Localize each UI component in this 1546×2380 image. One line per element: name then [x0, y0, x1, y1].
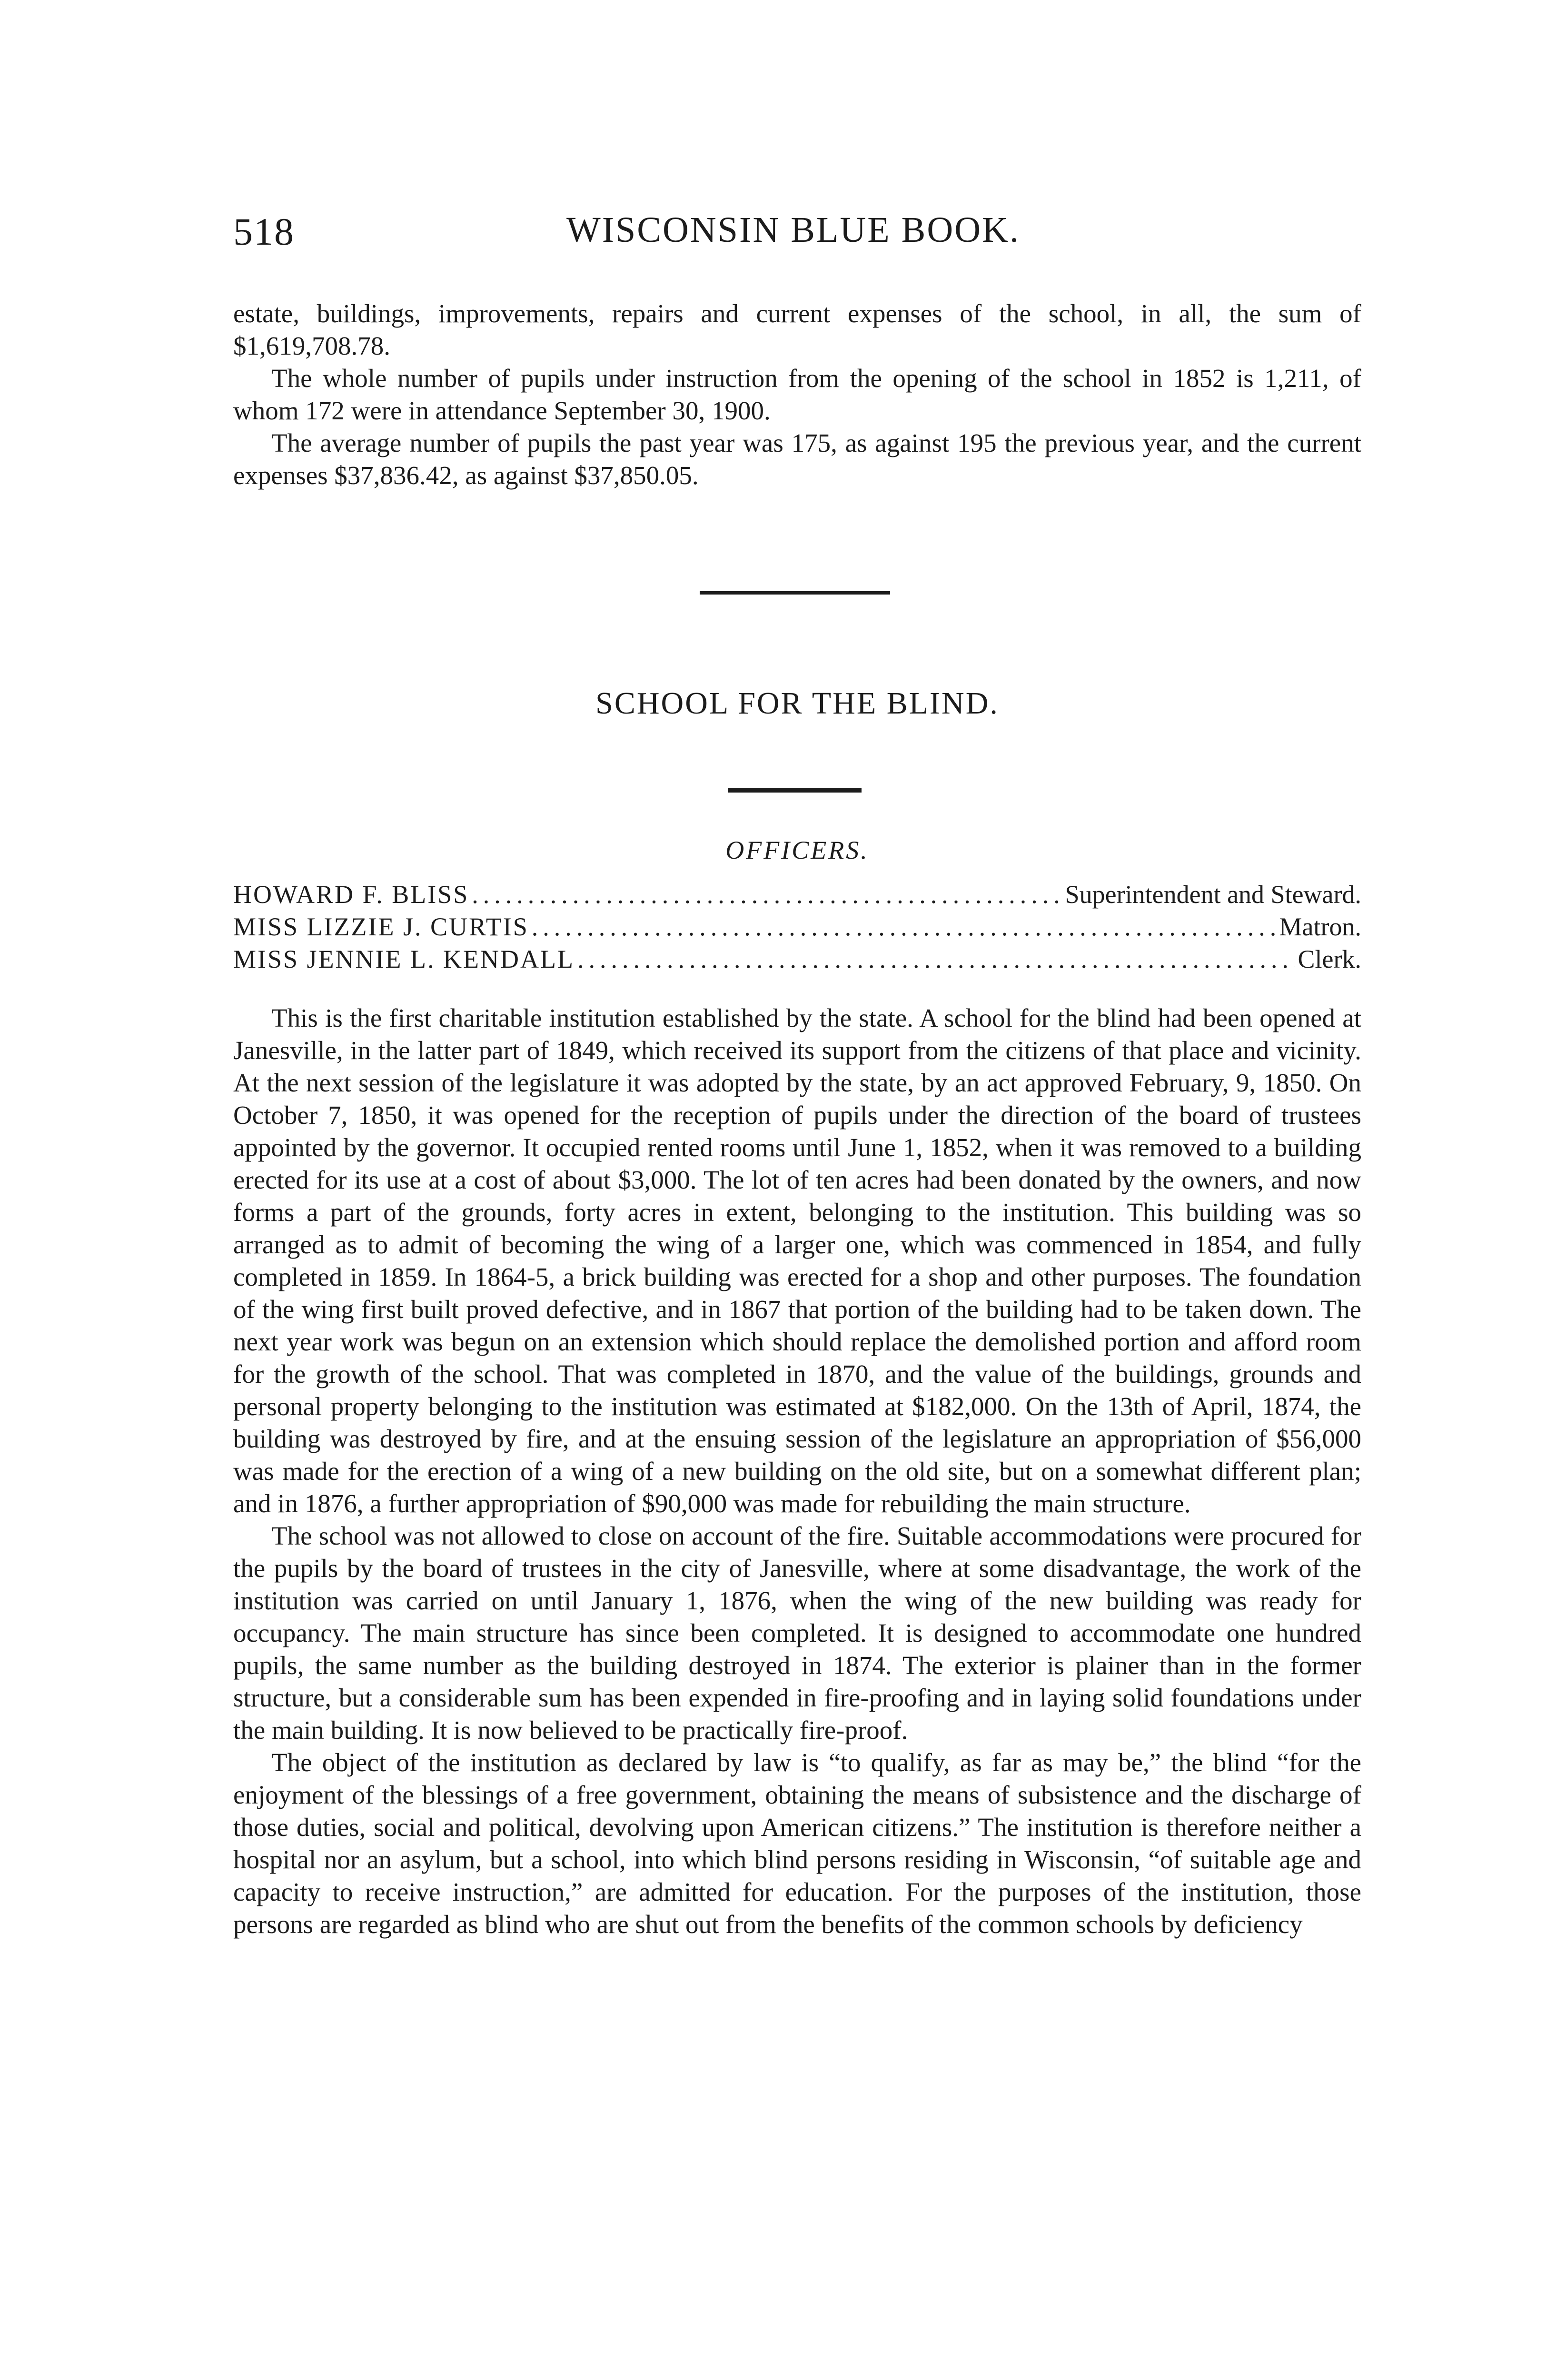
officer-title: Superintendent and Steward. [1065, 880, 1361, 909]
leader-dots [472, 878, 1062, 911]
section-title: SCHOOL FOR THE BLIND. [595, 686, 999, 721]
leader-dots [532, 911, 1277, 943]
paragraph: The object of the institution as declared by law is “to qualify, as far as may be,” the blind “for the enjoyment of the blessings of a free government, obtaining the means of subsistence and the discharge of those duties, social and political, devolving upon American citizens.” The institution is therefore neither a hospital nor an asylum, but a school, into which blind persons residing in Wisconsin, “of suitable age and capacity to receive instruction,” are admitted for education. For the purposes of the institution, those persons are regarded as blind who are shut out from the benefits of the common schools by deficiency [233, 1748, 1361, 1939]
running-head [233, 209, 1361, 262]
officer-row [233, 943, 1361, 975]
page-number: 518 [233, 210, 295, 253]
leader-dots [577, 943, 1295, 975]
officer-name: HOWARD F. BLISS [233, 880, 469, 909]
continued-text [233, 298, 1361, 492]
paragraph: This is the first charitable institution established by the state. A school for the blind had been opened at Janesville, in the latter part of 1849, which received its support from the citizens of that place and vicinity. At the next session of the legislature it was adopted by the state, by an act approved February, 9, 1850. On October 7, 1850, it was opened for the reception of pupils under the direction of the board of trustees appointed by the governor. It occupied rented rooms until June 1, 1852, when it was removed to a building erected for its use at a cost of about $3,000. The lot of ten acres had been donated by the owners, and now forms a part of the grounds, forty acres in extent, belonging to the institution. This building was so arranged as to admit of becoming the wing of a larger one, which was commenced in 1854, and fully completed in 1859. In 1864-5, a brick building was erected for a shop and other purposes. The foundation of the wing first built proved defective, and in 1867 that portion of the building had to be taken down. The next year work was begun on an extension which should replace the demolished portion and afford room for the growth of the school. That was completed in 1870, and the value of the buildings, grounds and personal property belonging to the institution was estimated at $182,000. On the 13th of April, 1874, the building was destroyed by fire, and at the ensuing session of the legislature an appropriation of $56,000 was made for the erection of a wing of a new building on the old site, but on a somewhat different plan; and in 1876, a further appropriation of $90,000 was made for rebuilding the main structure. [233, 1003, 1361, 1518]
paragraph: The average number of pupils the past year was 175, as against 195 the previous year, and the current expenses $37,836.42, as against $37,850.05. [233, 428, 1361, 490]
title-underline [728, 788, 862, 793]
officers-list [233, 878, 1361, 975]
paragraph: estate, buildings, improvements, repairs and current expenses of the school, in all, the sum of $1,619,708.78. [233, 299, 1361, 360]
officer-title: Clerk. [1298, 945, 1361, 973]
officer-name: MISS JENNIE L. KENDALL [233, 945, 575, 973]
running-title: WISCONSIN BLUE BOOK. [566, 210, 1020, 250]
section-body [233, 1002, 1361, 1941]
section-divider [700, 591, 890, 595]
officer-row [233, 911, 1361, 943]
paragraph: The whole number of pupils under instruction from the opening of the school in 1852 is 1,211, of whom 172 were in attendance September 30, 1900. [233, 364, 1361, 425]
officer-row [233, 878, 1361, 911]
officer-title: Matron. [1279, 912, 1361, 941]
officer-name: MISS LIZZIE J. CURTIS [233, 912, 529, 941]
paragraph: The school was not allowed to close on account of the fire. Suitable accommodations were procured for the pupils by the board of trustees in the city of Janesville, where at some disadvantage, the work of the institution was carried on until January 1, 1876, when the wing of the new building was ready for occupancy. The main structure has since been completed. It is designed to accommodate one hundred pupils, the same number as the building destroyed in 1874. The exterior is plainer than in the former structure, but a considerable sum has been expended in fire-proofing and in laying solid foundations under the main building. It is now believed to be practically fire-proof. [233, 1521, 1361, 1745]
officers-heading: OFFICERS. [725, 836, 869, 864]
